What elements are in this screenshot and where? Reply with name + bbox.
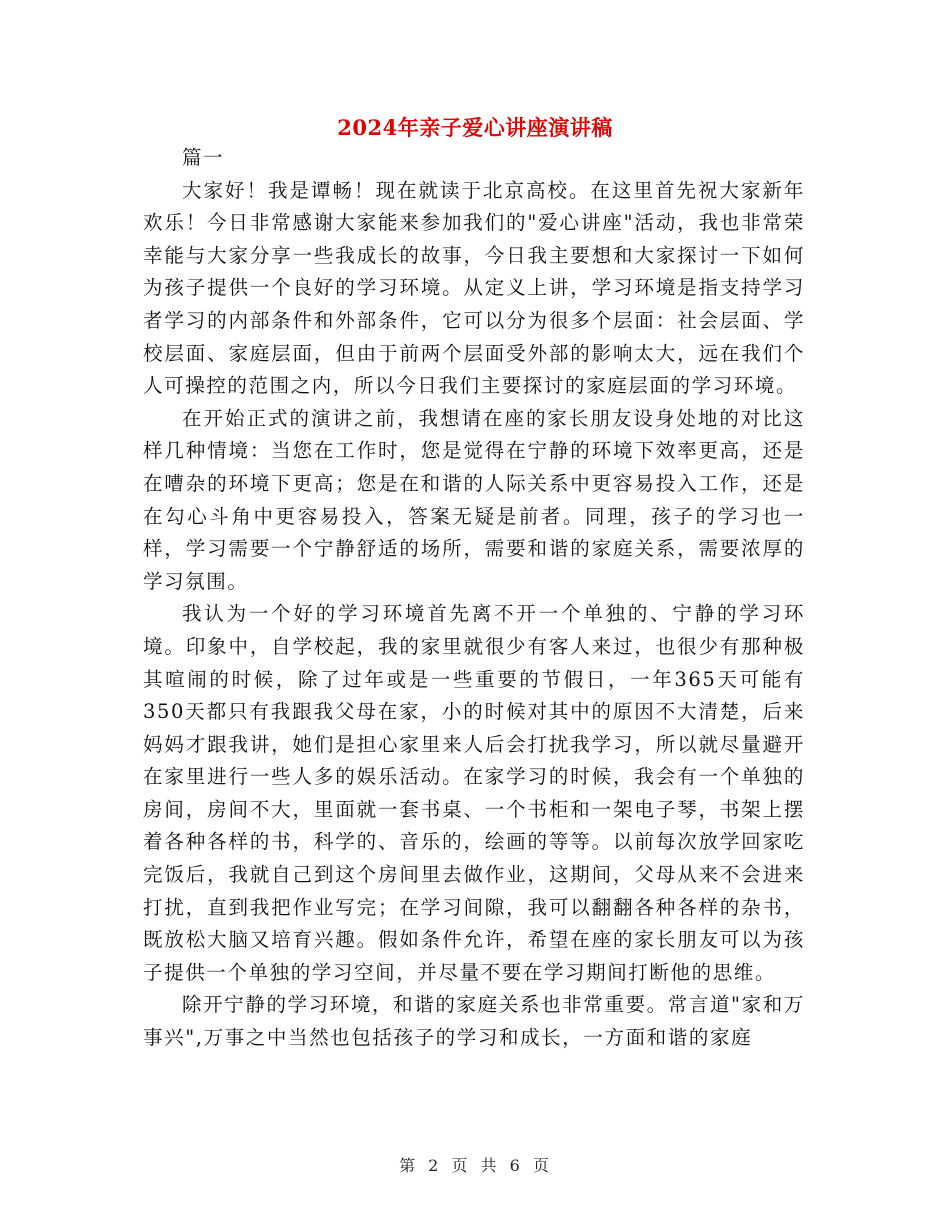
document-title: 2024年亲子爱心讲座演讲稿 bbox=[337, 115, 613, 140]
section-heading: 篇一 bbox=[182, 146, 225, 169]
paragraph: 我认为一个好的学习环境首先离不开一个单独的、宁静的学习环境。印象中，自学校起，我的家里就很少有客人来过，也很少有那种极其喧闹的时候，除了过年或是一些重要的节假日，一年365天可能有350天都只有我跟我父母在家，小的时候对其中的原因不大清楚，后来妈妈才跟我讲，她们是担心家里来人后会打扰我学习，所以就尽量避开在家里进行一些人多的娱乐活动。在家学习的时候，我会有一个单独的房间，房间不大，里面就一套书桌、一个书柜和一架电子琴，书架上摆着各种各样的书，科学的、音乐的，绘画的等等。以前每次放学回家吃完饭后，我就自己到这个房间里去做作业，这期间，父母从来不会进来打扰，直到我把作业写完；在学习间隙，我可以翻翻各种各样的杂书，既放松大脑又培育兴趣。假如条件允许，希望在座的家长朋友可以为孩子提供一个单独的学习空间，并尽量不要在学习期间打断他的思维。 bbox=[143, 602, 805, 984]
page-footer: 第 2 页 共 6 页 bbox=[399, 1156, 551, 1175]
paragraph: 除开宁静的学习环境，和谐的家庭关系也非常重要。常言道"家和万事兴",万事之中当然也包括孩子的学习和成长，一方面和谐的家庭 bbox=[143, 993, 805, 1050]
paragraph: 在开始正式的演讲之前，我想请在座的家长朋友设身处地的对比这样几种情境：当您在工作时，您是觉得在宁静的环境下效率更高，还是在嘈杂的环境下更高；您是在和谐的人际关系中更容易投入工作，还是在勾心斗角中更容易投入，答案无疑是前者。同理，孩子的学习也一样，学习需要一个宁静舒适的场所，需要和谐的家庭关系，需要浓厚的学习氛围。 bbox=[143, 406, 805, 593]
document-body bbox=[143, 142, 805, 1055]
paragraph: 大家好！我是谭畅！现在就读于北京高校。在这里首先祝大家新年欢乐！今日非常感谢大家能来参加我们的"爱心讲座"活动，我也非常荣幸能与大家分享一些我成长的故事，今日我主要想和大家探讨一下如何为孩子提供一个良好的学习环境。从定义上讲，学习环境是指支持学习者学习的内部条件和外部条件，它可以分为很多个层面：社会层面、学校层面、家庭层面，但由于前两个层面受外部的影响太大，远在我们个人可操控的范围之内，所以今日我们主要探讨的家庭层面的学习环境。 bbox=[143, 178, 805, 398]
